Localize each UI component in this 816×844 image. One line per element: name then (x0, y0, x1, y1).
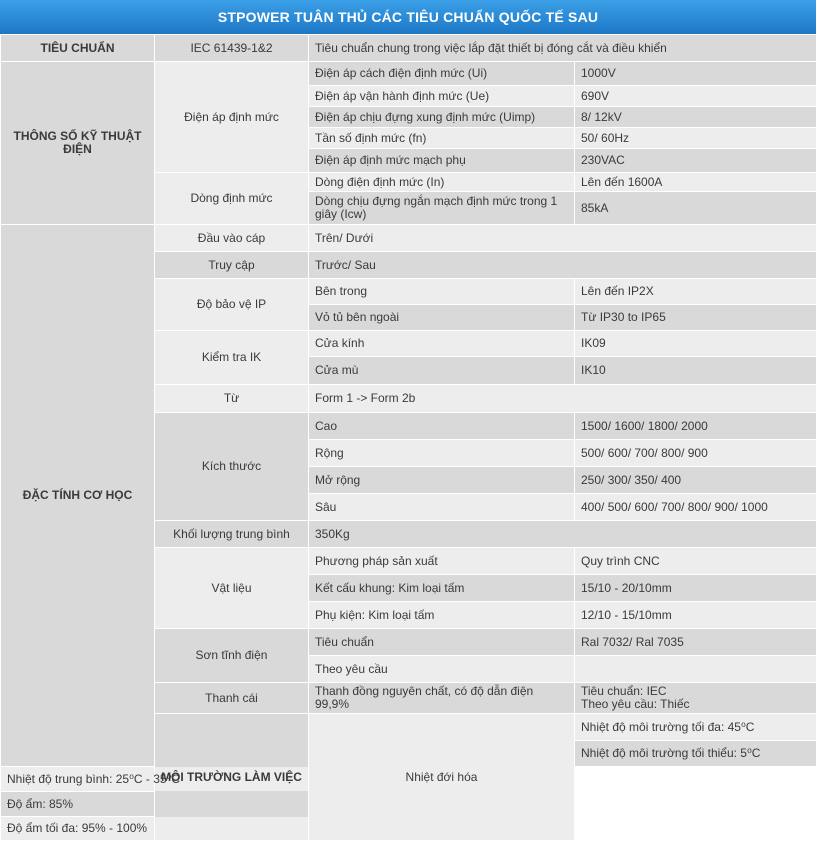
param-cell: Điện áp cách điện định mức (Ui) (309, 62, 575, 86)
value-cell: Ral 7032/ Ral 7035 (575, 629, 816, 656)
value-cell: Form 1 -> Form 2b (309, 385, 816, 413)
subgroup-ik: Kiểm tra IK (155, 331, 309, 385)
value-cell: IK10 (575, 357, 816, 385)
category-standard: TIÊU CHUẨN (1, 35, 155, 62)
param-cell: Kết cấu khung: Kim loại tấm (309, 575, 575, 602)
value-cell: 1000V (575, 62, 816, 86)
value-cell: Lên đến 1600A (575, 173, 816, 192)
value-cell: 85kA (575, 192, 816, 225)
param-cell: Mở rộng (309, 467, 575, 494)
value-cell: Trước/ Sau (309, 252, 816, 279)
param-cell: Điện áp định mức mạch phụ (309, 149, 575, 173)
subgroup-access: Truy cập (155, 252, 309, 279)
subgroup-voltage: Điện áp định mức (155, 62, 309, 173)
value-cell: 1500/ 1600/ 1800/ 2000 (575, 413, 816, 440)
busbar-value-line2: Theo yêu cầu: Thiếc (581, 697, 690, 711)
value-cell: 350Kg (309, 521, 816, 548)
category-mechanical: ĐẶC TÍNH CƠ HỌC (1, 225, 155, 767)
value-cell: IK09 (575, 331, 816, 357)
param-cell: Thanh đồng nguyên chất, có độ dẫn điện 99,9% (309, 683, 575, 714)
value-cell: Độ ẩm tối đa: 95% - 100% (1, 817, 309, 841)
table-row (1, 35, 816, 62)
value-cell: Trên/ Dưới (309, 225, 816, 252)
param-cell: Sâu (309, 494, 575, 521)
subgroup-weight: Khối lượng trung bình (155, 521, 309, 548)
value-cell: Nhiệt độ môi trường tối đa: 45⁰C (575, 714, 816, 741)
table-row (1, 225, 816, 252)
spec-table (0, 34, 816, 841)
param-cell: Tiêu chuẩn (309, 629, 575, 656)
value-cell: Lên đến IP2X (575, 279, 816, 305)
param-cell: Phương pháp sản xuất (309, 548, 575, 575)
param-cell: Theo yêu cầu (309, 656, 575, 683)
param-cell: Bên trong (309, 279, 575, 305)
subgroup-busbar: Thanh cái (155, 683, 309, 714)
value-cell: Nhiệt độ trung bình: 25⁰C - 35⁰C (1, 767, 309, 792)
param-cell: Cao (309, 413, 575, 440)
standard-description: Tiêu chuẩn chung trong việc lắp đặt thiết bị đóng cắt và điều khiển (309, 35, 816, 62)
subgroup-material: Vật liệu (155, 548, 309, 629)
subgroup-dimensions: Kích thước (155, 413, 309, 521)
value-cell: 50/ 60Hz (575, 128, 816, 149)
value-cell: 12/10 - 15/10mm (575, 602, 816, 629)
category-environment: MÔI TRƯỜNG LÀM VIỆC (155, 714, 309, 841)
param-cell: Dòng chịu đựng ngắn mạch định mức trong 1 giây (Icw) (309, 192, 575, 225)
value-cell: 230VAC (575, 149, 816, 173)
param-cell: Dòng điện định mức (In) (309, 173, 575, 192)
value-cell: 250/ 300/ 350/ 400 (575, 467, 816, 494)
subgroup-paint: Sơn tĩnh điện (155, 629, 309, 683)
table-row (1, 62, 816, 86)
value-cell: 8/ 12kV (575, 107, 816, 128)
subgroup-ip: Độ bảo vệ IP (155, 279, 309, 331)
value-cell (575, 656, 816, 683)
param-cell: Vỏ tủ bên ngoài (309, 305, 575, 331)
value-cell: 690V (575, 86, 816, 107)
value-cell: Từ IP30 to IP65 (575, 305, 816, 331)
value-cell: 15/10 - 20/10mm (575, 575, 816, 602)
standard-code: IEC 61439-1&2 (155, 35, 309, 62)
category-electrical: THÔNG SỐ KỸ THUẬT ĐIỆN (1, 62, 155, 225)
busbar-value-line1: Tiêu chuẩn: IEC (581, 684, 667, 698)
value-cell: 400/ 500/ 600/ 700/ 800/ 900/ 1000 (575, 494, 816, 521)
param-cell: Tần số định mức (fn) (309, 128, 575, 149)
subgroup-form: Từ (155, 385, 309, 413)
value-cell (575, 683, 816, 714)
param-cell: Điện áp chịu đựng xung định mức (Uimp) (309, 107, 575, 128)
value-cell: Quy trình CNC (575, 548, 816, 575)
param-cell: Phụ kiện: Kim loại tấm (309, 602, 575, 629)
param-cell: Điện áp vận hành định mức (Ue) (309, 86, 575, 107)
subgroup-tropical: Nhiệt đới hóa (309, 714, 575, 841)
table-title: STPOWER TUÂN THỦ CÁC TIÊU CHUẨN QUỐC TẾ SAU (0, 0, 816, 34)
param-cell: Rộng (309, 440, 575, 467)
param-cell: Cửa kính (309, 331, 575, 357)
value-cell: Độ ẩm: 85% (1, 792, 309, 817)
value-cell: Nhiệt độ môi trường tối thiểu: 5⁰C (575, 741, 816, 767)
value-cell: 500/ 600/ 700/ 800/ 900 (575, 440, 816, 467)
param-cell: Cửa mù (309, 357, 575, 385)
subgroup-current: Dòng định mức (155, 173, 309, 225)
subgroup-cable-entry: Đầu vào cáp (155, 225, 309, 252)
